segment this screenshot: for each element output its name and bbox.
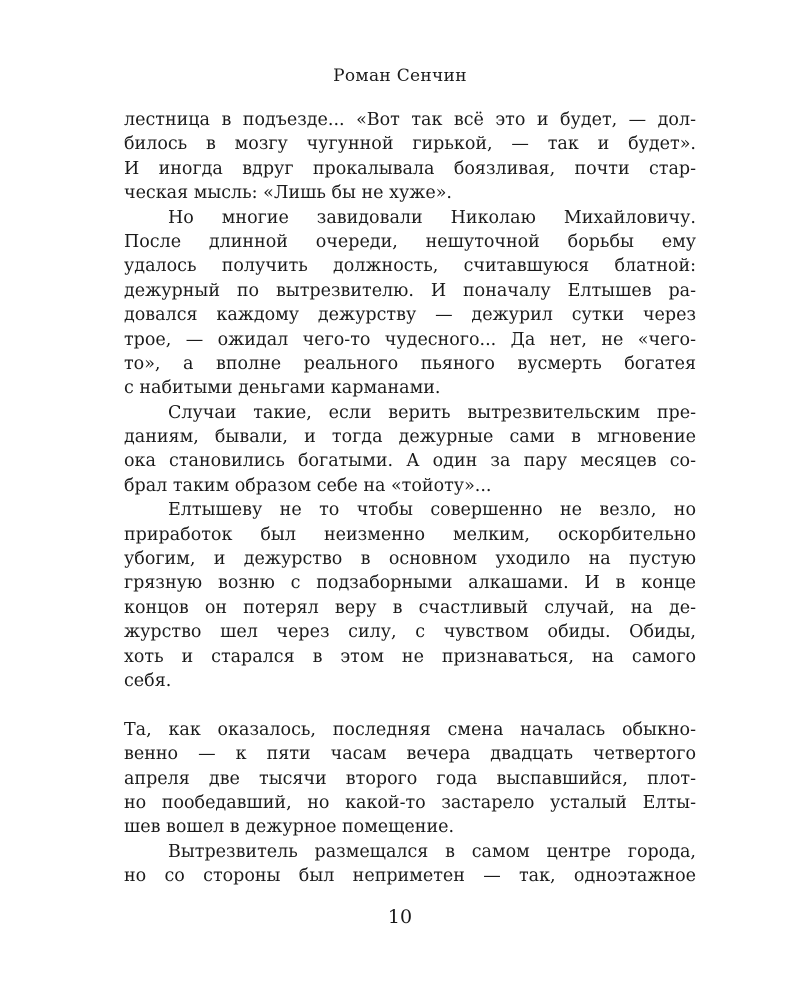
text-line: с набитыми деньгами карманами. — [124, 378, 441, 399]
text-line: себя. — [124, 670, 172, 691]
text-line: но пообедавший, но какой-то застарело усталый Елты- — [124, 792, 696, 813]
text-line: хоть и старался в этом не признаваться, на самого — [124, 646, 696, 667]
running-header-author: Роман Сенчин — [333, 66, 467, 86]
text-line: брал таким образом себе на «тойоту»... — [124, 475, 492, 496]
text-line: ока становились богатыми. А один за пару месяцев со- — [124, 451, 696, 472]
text-line: билось в мозгу чугунной гирькой, — так и будет». — [124, 134, 696, 155]
body-text — [124, 108, 696, 889]
text-line: Но многие завидовали Николаю Михайловичу. — [168, 207, 696, 228]
text-line: журство шел через силу, с чувством обиды. Обиды, — [124, 622, 696, 643]
text-line: довался каждому дежурству — дежурил сутки через — [124, 305, 696, 326]
text-line: приработок был неизменно мелким, оскорбительно — [124, 524, 696, 545]
text-line: апреля две тысячи второго года выспавшийся, плот- — [124, 768, 696, 789]
page-number: 10 — [387, 906, 413, 928]
text-line: Та, как оказалось, последняя смена началась обыкно- — [124, 719, 696, 740]
text-line: После длинной очереди, нешуточной борьбы ему — [124, 231, 696, 252]
text-line: но со стороны был неприметен — так, одноэтажное — [124, 866, 696, 887]
text-line: дежурный по вытрезвителю. И поначалу Елтышев ра- — [124, 280, 696, 301]
text-line: то», а вполне реального пьяного вусмерть богатея — [124, 353, 696, 374]
text-line: убогим, и дежурство в основном уходило на пустую — [124, 549, 696, 570]
text-line: И иногда вдруг прокалывала боязливая, почти стар- — [124, 158, 696, 179]
text-line: лестница в подъезде... «Вот так всё это и будет, — дол- — [124, 110, 696, 130]
text-line: удалось получить должность, считавшуюся блатной: — [124, 256, 696, 277]
text-line: концов он потерял веру в счастливый случай, на де- — [124, 597, 696, 618]
text-line: грязную возню с подзаборными алкашами. И в конце — [124, 573, 696, 594]
text-line: Елтышеву не то чтобы совершенно не везло, но — [168, 500, 696, 521]
text-line: венно — к пяти часам вечера двадцать четвертого — [124, 744, 696, 765]
text-line: ческая мысль: «Лишь бы не хуже». — [124, 183, 452, 204]
text-line: Случаи такие, если верить вытрезвительским пре- — [168, 402, 696, 423]
text-line: даниям, бывали, и тогда дежурные сами в мгновение — [124, 427, 696, 448]
text-line: Вытрезвитель размещался в самом центре города, — [168, 841, 696, 862]
text-line: трое, — ожидал чего-то чудесного... Да нет, не «чего- — [124, 329, 696, 350]
section-break — [124, 693, 696, 717]
text-line: шев вошел в дежурное помещение. — [124, 817, 455, 838]
